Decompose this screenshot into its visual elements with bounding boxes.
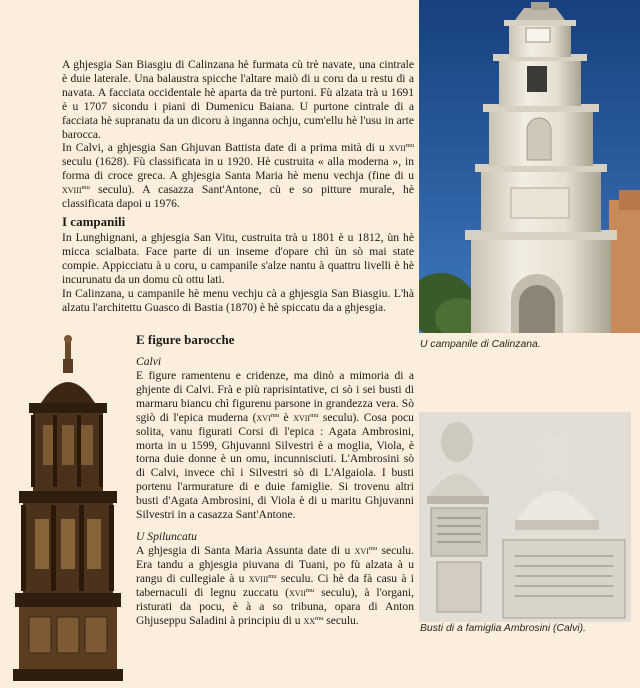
century-numeral: xvi [256,410,271,424]
tabernacle-photo [5,333,130,688]
century-numeral: xvii [388,141,406,155]
century-numeral: xvii [293,410,311,424]
ordinal-suffix: mu [368,544,378,552]
subheading-spiluncatu: U Spiluncatu [136,529,197,543]
ordinal-suffix: mu [315,614,324,622]
text-fragment: seculu. Era tandu a ghjesgia piuvana di Tuani, po fù alzata à u rangu di cullegiale à u [136,543,414,585]
busts-photo [419,412,631,622]
century-numeral: xviii [248,571,269,585]
ordinal-suffix: mu [305,586,315,594]
campanili-paragraph-1: In Lunghignani, a ghjesgia San Vitu, custruita trà u 1801 è u 1812, ùn hè micca scialbata. Face parte di un inseme d'opare chì ùn sò mai state compie. Appicciatu à u coru, u campanile s'alze nantu à quattru livelli è hè incurunatu da un domu cù ottu lati. [62,231,414,286]
text-fragment: A ghjesgia di Santa Maria Assunta date di u [136,543,355,557]
marble-busts-illustration [419,412,631,622]
text-fragment: è [279,410,294,424]
intro-paragraph-2 [62,141,414,211]
campanili-section [62,214,414,314]
text-fragment: E figure ramentenu e cridenze, ma dinò a mimoria di a ghjente di Calvi. Frà e più raprisintative, ci sò i sei busti di marmaru biancu chì figurenu parsone in grandezza vera. Sò sgiò di l'epica muderna ( [136,369,414,424]
century-numeral: xx [303,613,316,627]
ordinal-suffix: mu [405,142,414,150]
text-fragment: seculu). Cosa pocu solita, vanu figurati Corsi di l'epica : Agata Ambrosini, morta in u 1599, Ghjuvanni Silvestri è a moglia, Viola, è torna duie donne è un omu, incunnisciuti. L'Ambrosini sò di Calvi, invece chì i Silvestri sò di L'Algaiola. I busti portenu l'armurature di e duie famiglie. Si trovenu altri busti d'Agata Ambrosini, di Viola è di u maritu Ghjuvanni Silvestri in a casazza Sant'Antone. [136,410,414,522]
bell-tower-caption: U campanile di Calinzana. [420,339,541,350]
campanili-paragraph-2: In Calinzana, u campanile hè menu vechju cà a ghjesgia San Biasgiu. L'hà alzatu l'architettu Guasco di Bastia (1870) è hè spiccatu da a ghjesgia. [62,286,414,314]
intro-paragraph-1: A ghjesgia San Biasgiu di Calinzana hè furmata cù trè navate, una cintrale è duie laterale. Una balaustra spicche l'altare maiò di u coru da u restu di a navata. A facciata occidentale hè aparta da trè purtoni. Fù alzata trà u 1691 è u 1707 sicondu i piani di Dumenicu Baiana. U purtone cintrale di a facciata hè supranatu da un dicoru à inganna ochju, cum'ellu hè l'usu in arte barocca. [62,58,414,141]
century-numeral: xvii [289,585,306,599]
intro-section [62,58,414,211]
wooden-tabernacle-illustration [5,333,130,688]
ordinal-suffix: mu [270,411,280,419]
subheading-calvi: Calvi [136,355,162,368]
bell-tower-illustration [419,0,640,333]
text-fragment: In Calvi, a ghjesgia San Ghjuvan Battista date di a prima mità di u [62,141,389,155]
ordinal-suffix: mu [81,184,90,192]
barocche-section [136,332,414,627]
century-numeral: xvi [354,543,369,557]
text-fragment: seculu (1628). Fù classificata in u 1920. Hè custruita « alla moderna », in forma di croce greca. A ghjesgia Santa Maria hè menu vechja (fine di u [62,155,414,183]
section-heading-campanili: I campanili [62,214,126,229]
text-fragment: seculu), à l'organi, risturati da pocu, è à a so tribuna, opara di Anton Ghjuseppu Saladini à principiu di u [136,585,414,627]
ordinal-suffix: mu [310,411,319,419]
calvi-paragraph [136,369,414,522]
bell-tower-photo [419,0,640,333]
text-fragment: seculu). A casazza Sant'Antone, cù e so pitture murale, hè classificata dapoi u 1976. [62,183,414,211]
text-fragment: seculu. Ci hè da fà casu à i tabernaculi di legnu zuccatu ( [136,571,414,599]
century-numeral: xviii [62,183,82,197]
ordinal-suffix: mu [268,572,277,580]
spiluncatu-paragraph [136,544,414,627]
text-fragment: seculu. [323,613,359,627]
busts-caption: Busti di a famiglia Ambrosini (Calvi). [420,623,586,634]
section-heading-barocche: E figure barocche [136,332,235,347]
